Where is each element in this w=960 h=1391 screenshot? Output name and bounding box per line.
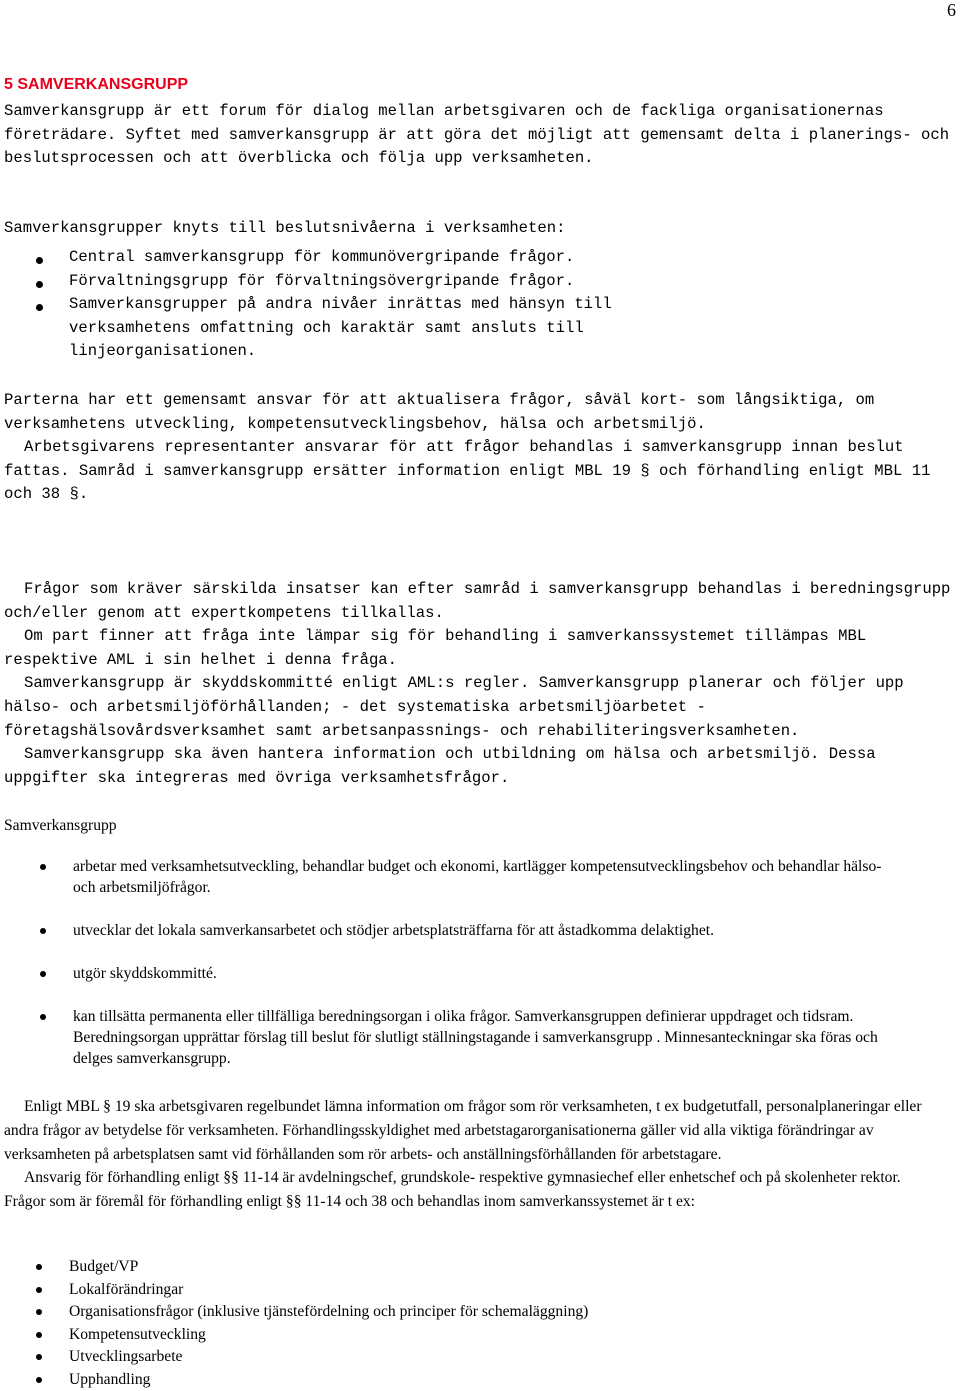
list-item: Budget/VP — [4, 1256, 956, 1279]
bullet-icon — [36, 281, 43, 288]
list-item: utvecklar det lokala samverkansarbetet och stödjer arbetsplatsträffarna för att åstadkomma delaktighet. — [4, 920, 894, 941]
negotiation-lead: Frågor som är föremål för förhandling enligt §§ 11-14 och 38 och behandlas inom samverkanssystemet är t ex: — [4, 1190, 956, 1214]
group-title: Samverkansgrupp — [4, 815, 956, 836]
section-heading: 5 SAMVERKANSGRUPP — [4, 76, 188, 94]
bullet-icon — [36, 1264, 42, 1270]
mbl-block — [4, 1095, 956, 1214]
bullet-icon — [36, 1332, 42, 1338]
bullet-icon — [40, 971, 46, 977]
levels-lead: Samverkansgrupper knyts till beslutsnivåerna i verksamheten: — [4, 217, 956, 241]
list-item: arbetar med verksamhetsutveckling, behandlar budget och ekonomi, kartlägger kompetensutvecklingsbehov och behandlar hälso- och arbetsmiljöfrågor. — [4, 856, 894, 898]
bullet-icon — [36, 1377, 42, 1383]
bullet-icon — [36, 257, 43, 264]
responsible-paragraph: Ansvarig för förhandling enligt §§ 11-14 är avdelningschef, grundskole- respektive gymnasiechef eller enhetschef och på skolenheter rektor. — [4, 1166, 956, 1190]
list-item: Upphandling — [4, 1369, 956, 1391]
safety-paragraph: Samverkansgrupp är skyddskommitté enligt AML:s regler. Samverkansgrupp planerar och följer upp hälso- och arbetsmiljöförhållanden; - det systematiska arbetsmiljöarbetet - företagshälsovårdsverksamhet samt arbetsanpassnings- och rehabiliteringsverksamheten. — [4, 672, 956, 743]
employer-paragraph: Arbetsgivarens representanter ansvarar för att frågor behandlas i samverkansgrupp innan beslut fattas. Samråd i samverkansgrupp ersätter information enligt MBL 19 § och förhandling enligt MBL 11 och 38 §. — [4, 436, 956, 507]
list-item: Utvecklingsarbete — [4, 1346, 956, 1369]
mbl-aml-paragraph: Om part finner att fråga inte lämpar sig för behandling i samverkanssystemet tillämpas MBL respektive AML i sin helhet i denna fråga. — [4, 625, 956, 672]
bullet-icon — [36, 1354, 42, 1360]
special-block — [4, 578, 956, 790]
responsibility-block — [4, 389, 956, 507]
levels-list — [4, 246, 704, 364]
list-item: Organisationsfrågor (inklusive tjänstefördelning och principer för schemaläggning) — [4, 1301, 956, 1324]
information-paragraph: Samverkansgrupp ska även hantera information och utbildning om hälsa och arbetsmiljö. Dessa uppgifter ska integreras med övriga verksamhetsfrågor. — [4, 743, 956, 790]
negotiation-list — [4, 1256, 956, 1391]
intro-paragraph: Samverkansgrupp är ett forum för dialog mellan arbetsgivaren och de fackliga organisationernas företrädare. Syftet med samverkansgrupp är att göra det möjligt att gemensamt delta i planerings- och beslutsprocessen och att överblicka och följa upp verksamheten. — [4, 100, 956, 171]
mbl-paragraph: Enligt MBL § 19 ska arbetsgivaren regelbundet lämna information om frågor som rör verksamheten, t ex budgetutfall, personalplaneringar eller andra frågor av betydelse för verksamheten. Förhandlingsskyldighet med arbetstagarorganisationerna gäller vid alla viktiga förändringar av verksamheten på arbetsplatsen samt vid förhållanden som rör arbets- och anställningsförhållanden för arbetstagare. — [4, 1095, 956, 1166]
bullet-icon — [36, 1287, 42, 1293]
page-number: 6 — [947, 0, 956, 21]
list-item: utgör skyddskommitté. — [4, 963, 894, 984]
list-item: Lokalförändringar — [4, 1279, 956, 1302]
list-item: Förvaltningsgrupp för förvaltningsövergripande frågor. — [4, 270, 704, 294]
bullet-icon — [40, 1014, 46, 1020]
list-item: Central samverkansgrupp för kommunövergripande frågor. — [4, 246, 704, 270]
special-paragraph: Frågor som kräver särskilda insatser kan efter samråd i samverkansgrupp behandlas i beredningsgrupp och/eller genom att expertkompetens tillkallas. — [4, 578, 956, 625]
bullet-icon — [36, 1309, 42, 1315]
duties-list — [4, 856, 894, 1069]
bullet-icon — [40, 928, 46, 934]
bullet-icon — [36, 304, 43, 311]
list-item: Kompetensutveckling — [4, 1324, 956, 1347]
list-item: kan tillsätta permanenta eller tillfälliga beredningsorgan i olika frågor. Samverkansgruppen definierar uppdraget och tidsram. Beredningsorgan upprättar förslag till beslut för slutligt ställningstagande i samverkansgrupp . Minnesanteckningar ska föras och delges samverkansgrupp. — [4, 1006, 894, 1069]
responsibility-paragraph: Parterna har ett gemensamt ansvar för att aktualisera frågor, såväl kort- som långsiktiga, om verksamhetens utveckling, kompetensutvecklingsbehov, hälsa och arbetsmiljö. — [4, 389, 956, 436]
list-item: Samverkansgrupper på andra nivåer inrättas med hänsyn till verksamhetens omfattning och karaktär samt ansluts till linjeorganisationen. — [4, 293, 704, 364]
bullet-icon — [40, 864, 46, 870]
